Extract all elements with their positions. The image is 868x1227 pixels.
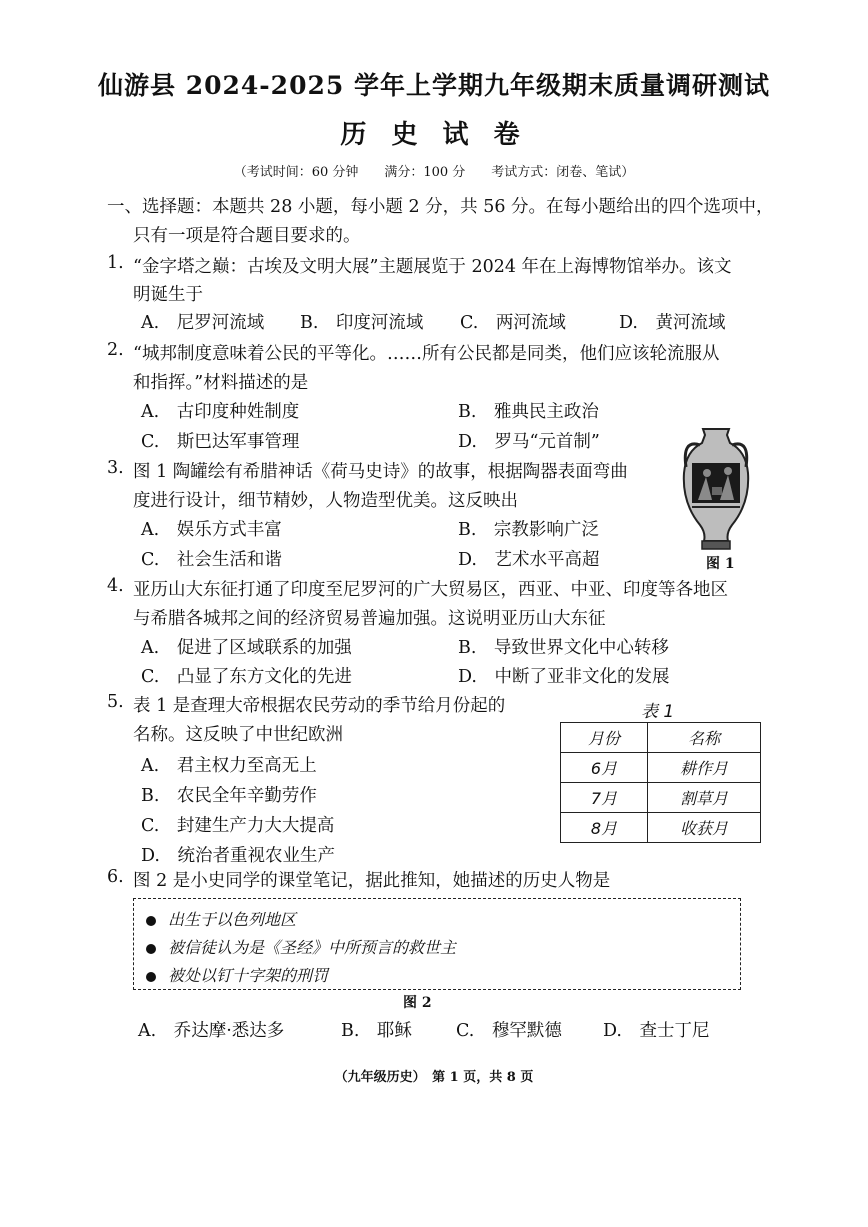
q1-option-b[interactable]: B. 印度河流域 bbox=[300, 313, 424, 333]
class-notes-box bbox=[133, 898, 741, 990]
figure2-caption: 图 2 bbox=[403, 995, 432, 1011]
q2-option-c[interactable]: C. 斯巴达军事管理 bbox=[141, 432, 300, 452]
q3-option-d[interactable]: D. 艺术水平高超 bbox=[458, 550, 600, 570]
q5-option-c[interactable]: C. 封建生产力大大提高 bbox=[141, 816, 335, 836]
table-row bbox=[561, 753, 761, 783]
q5-stem-line1: 表 1 是查理大帝根据农民劳动的季节给月份起的 bbox=[133, 696, 506, 716]
q4-option-d[interactable]: D. 中断了亚非文化的发展 bbox=[458, 667, 670, 687]
q1-stem-line1: “金字塔之巅：古埃及文明大展”主题展览于 2024 年在上海博物馆举办。该文 bbox=[133, 257, 732, 277]
note-item bbox=[146, 935, 456, 958]
q1-option-a[interactable]: A. 尼罗河流域 bbox=[141, 313, 265, 333]
q3-stem-line1: 图 1 陶罐绘有希腊神话《荷马史诗》的故事，根据陶器表面弯曲 bbox=[133, 462, 628, 482]
q2-stem-line1: “城邦制度意味着公民的平等化。……所有公民都是同类，他们应该轮流服从 bbox=[133, 344, 720, 364]
q4-option-b[interactable]: B. 导致世界文化中心转移 bbox=[458, 638, 669, 658]
bullet-icon bbox=[146, 972, 156, 982]
q2-number: 2. bbox=[107, 340, 124, 360]
q6-option-a[interactable]: A. 乔达摩·悉达多 bbox=[138, 1021, 285, 1041]
q3-stem-line2: 度进行设计，细节精妙，人物造型优美。这反映出 bbox=[133, 491, 518, 511]
q2-option-b[interactable]: B. 雅典民主政治 bbox=[458, 402, 599, 422]
table1-caption: 表 1 bbox=[641, 702, 675, 722]
q2-option-d[interactable]: D. 罗马“元首制” bbox=[458, 432, 600, 452]
q3-option-a[interactable]: A. 娱乐方式丰富 bbox=[141, 520, 282, 540]
q4-stem-line1: 亚历山大东征打通了印度至尼罗河的广大贸易区，西亚、中亚、印度等各地区 bbox=[133, 580, 728, 600]
table-cell: 8月 bbox=[561, 813, 648, 843]
q1-option-d[interactable]: D. 黄河流域 bbox=[619, 313, 726, 333]
bullet-icon bbox=[146, 916, 156, 926]
table-row bbox=[561, 813, 761, 843]
figure1-caption: 图 1 bbox=[706, 556, 735, 572]
q6-stem-line1: 图 2 是小史同学的课堂笔记，据此推知，她描述的历史人物是 bbox=[133, 871, 611, 891]
table-row bbox=[561, 783, 761, 813]
table-cell: 耕作月 bbox=[648, 753, 761, 783]
q1-number: 1. bbox=[107, 253, 124, 273]
table-header-row bbox=[561, 723, 761, 753]
exam-title: 仙游县 2024-2025 学年上学期九年级期末质量调研测试 bbox=[98, 71, 770, 100]
q6-option-c[interactable]: C. 穆罕默德 bbox=[456, 1021, 562, 1041]
page-footer: （九年级历史） 第 1 页，共 8 页 bbox=[334, 1070, 534, 1085]
table-cell: 割草月 bbox=[648, 783, 761, 813]
q3-option-c[interactable]: C. 社会生活和谐 bbox=[141, 550, 282, 570]
note-text: 被处以钉十字架的刑罚 bbox=[168, 966, 329, 985]
month-name-table bbox=[560, 722, 761, 843]
q4-option-c[interactable]: C. 凸显了东方文化的先进 bbox=[141, 667, 352, 687]
q4-stem-line2: 与希腊各城邦之间的经济贸易普遍加强。这说明亚历山大东征 bbox=[133, 609, 606, 629]
section-instructions-line1: 一、选择题：本题共 28 小题，每小题 2 分，共 56 分。在每小题给出的四个选项中， bbox=[107, 197, 774, 217]
q4-option-a[interactable]: A. 促进了区域联系的加强 bbox=[141, 638, 352, 658]
table-cell: 收获月 bbox=[648, 813, 761, 843]
q4-number: 4. bbox=[107, 576, 124, 596]
exam-subtitle: 历 史 试 卷 bbox=[340, 120, 528, 150]
table-header-cell: 月份 bbox=[561, 723, 648, 753]
q5-option-b[interactable]: B. 农民全年辛勤劳作 bbox=[141, 786, 317, 806]
q1-option-c[interactable]: C. 两河流域 bbox=[460, 313, 566, 333]
q1-stem-line2: 明诞生于 bbox=[133, 285, 203, 305]
q3-option-b[interactable]: B. 宗教影响广泛 bbox=[458, 520, 599, 540]
exam-info: （考试时间：60 分钟 满分：100 分 考试方式：闭卷、笔试） bbox=[233, 165, 635, 180]
q6-option-b[interactable]: B. 耶稣 bbox=[341, 1021, 412, 1041]
note-text: 出生于以色列地区 bbox=[168, 910, 297, 929]
note-text: 被信徒认为是《圣经》中所预言的救世主 bbox=[168, 938, 457, 957]
note-item bbox=[146, 907, 296, 930]
q2-stem-line2: 和指挥。”材料描述的是 bbox=[133, 373, 309, 393]
q5-option-d[interactable]: D. 统治者重视农业生产 bbox=[141, 846, 335, 866]
q6-option-d[interactable]: D. 查士丁尼 bbox=[603, 1021, 710, 1041]
table-cell: 6月 bbox=[561, 753, 648, 783]
table-header-cell: 名称 bbox=[648, 723, 761, 753]
bullet-icon bbox=[146, 944, 156, 954]
note-item bbox=[146, 963, 328, 986]
q2-option-a[interactable]: A. 古印度种姓制度 bbox=[141, 402, 300, 422]
q3-number: 3. bbox=[107, 458, 124, 478]
q5-number: 5. bbox=[107, 692, 124, 712]
table-cell: 7月 bbox=[561, 783, 648, 813]
q6-number: 6. bbox=[107, 867, 124, 887]
q5-stem-line2: 名称。这反映了中世纪欧洲 bbox=[133, 725, 343, 745]
greek-vase-image bbox=[676, 425, 756, 553]
section-instructions-line2: 只有一项是符合题目要求的。 bbox=[133, 226, 361, 246]
q5-option-a[interactable]: A. 君主权力至高无上 bbox=[141, 756, 317, 776]
